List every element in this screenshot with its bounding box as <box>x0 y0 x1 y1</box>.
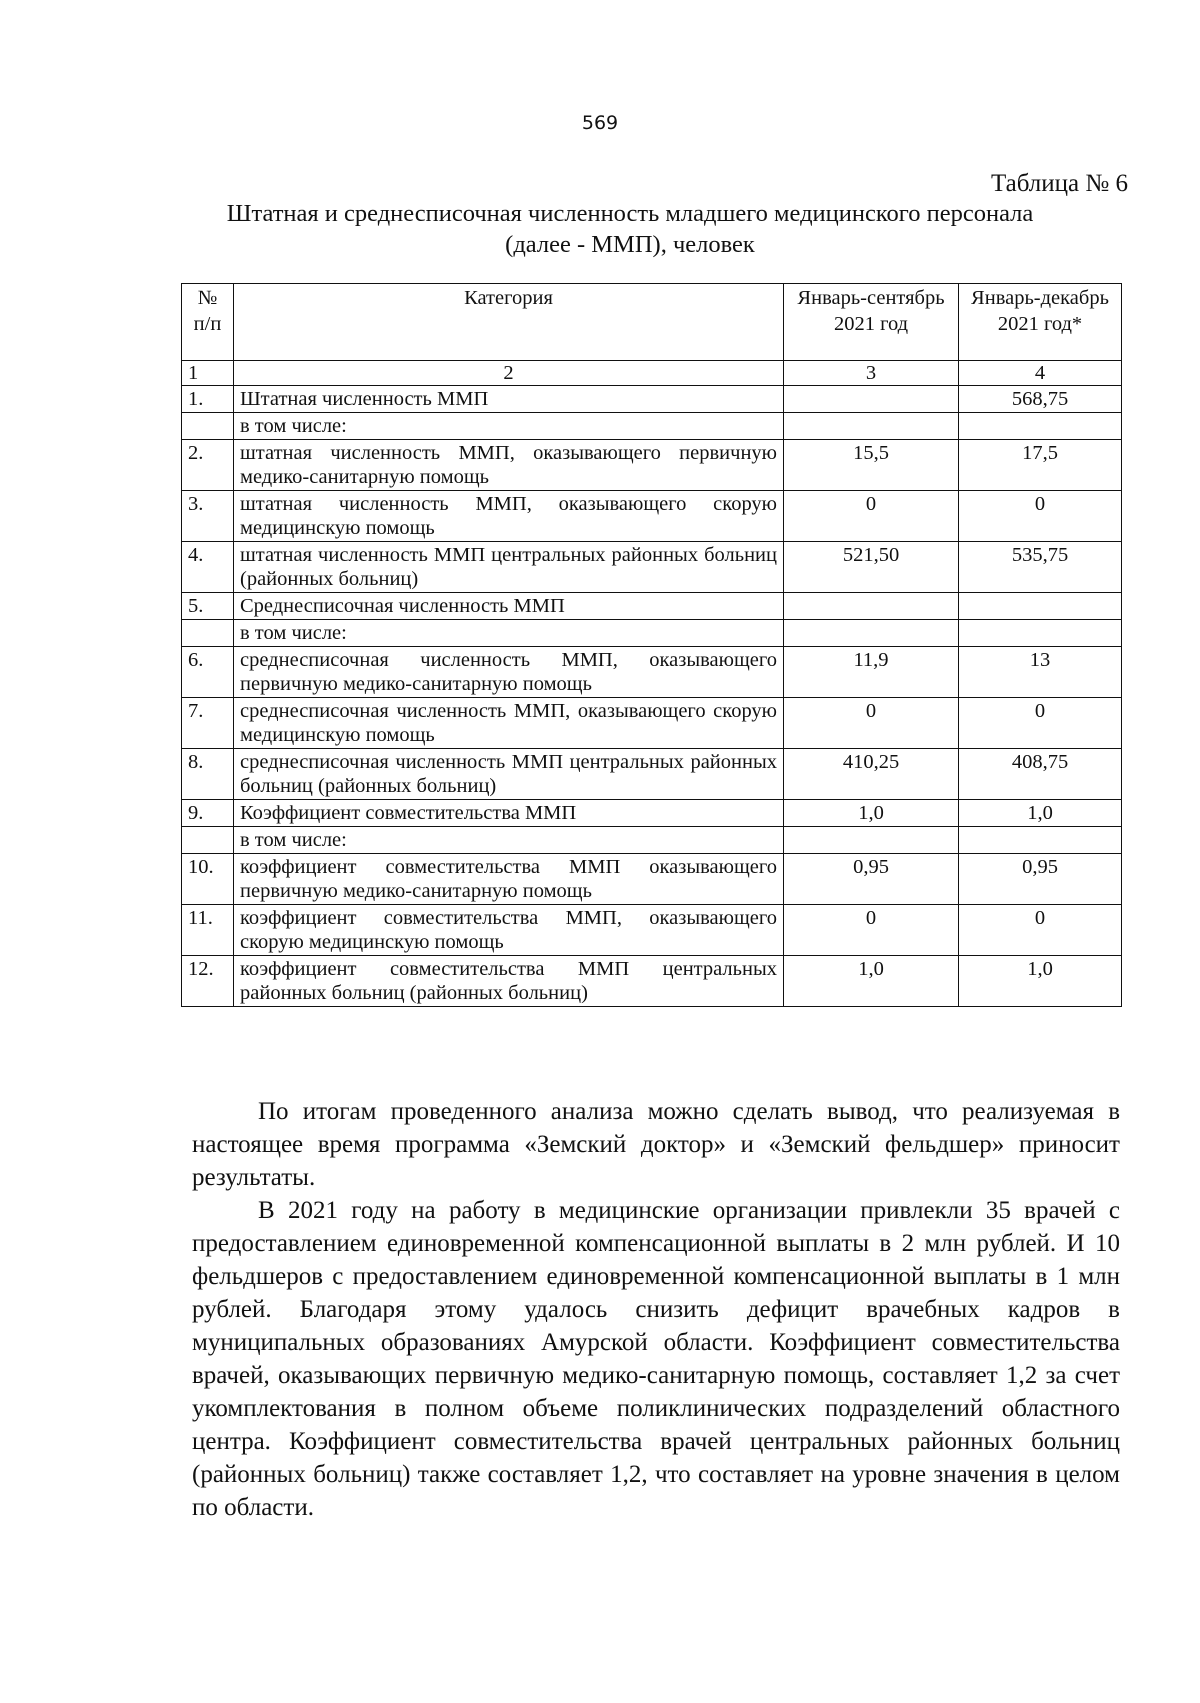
row-value-a: 521,50 <box>784 542 959 593</box>
row-category: Штатная численность ММП <box>234 386 784 413</box>
row-value-a: 1,0 <box>784 800 959 827</box>
index-cell: 4 <box>959 361 1122 386</box>
row-value-b: 17,5 <box>959 440 1122 491</box>
header-col-a: Январь-сентябрь 2021 год <box>784 284 959 361</box>
row-num: 2. <box>182 440 234 491</box>
row-value-b: 408,75 <box>959 749 1122 800</box>
row-num <box>182 827 234 854</box>
table-row <box>182 956 1122 1007</box>
row-value-a: 0,95 <box>784 854 959 905</box>
row-num: 6. <box>182 647 234 698</box>
table-row <box>182 542 1122 593</box>
paragraph: По итогам проведенного анализа можно сделать вывод, что реализуемая в настоящее время программа «Земский доктор» и «Земский фельдшер» приносит результаты. <box>192 1098 1120 1191</box>
header-col-b: Январь-декабрь 2021 год* <box>959 284 1122 361</box>
row-value-b: 0 <box>959 491 1122 542</box>
row-value-b <box>959 827 1122 854</box>
row-category: в том числе: <box>234 620 784 647</box>
table-label: Таблица № 6 <box>990 170 1128 197</box>
table-title <box>180 198 1080 260</box>
table-header-row <box>182 284 1122 361</box>
row-value-b <box>959 620 1122 647</box>
table-row <box>182 593 1122 620</box>
row-num <box>182 413 234 440</box>
table-row <box>182 854 1122 905</box>
row-value-a: 1,0 <box>784 956 959 1007</box>
row-value-a <box>784 827 959 854</box>
table-index-row <box>182 361 1122 386</box>
row-value-a: 0 <box>784 905 959 956</box>
row-value-a: 11,9 <box>784 647 959 698</box>
table-row <box>182 698 1122 749</box>
table-row <box>182 827 1122 854</box>
row-category: Среднесписочная численность ММП <box>234 593 784 620</box>
row-value-a <box>784 593 959 620</box>
table-row <box>182 413 1122 440</box>
table-row <box>182 749 1122 800</box>
row-category: среднесписочная численность ММП, оказывающего первичную медико-санитарную помощь <box>234 647 784 698</box>
row-value-b <box>959 593 1122 620</box>
row-num: 12. <box>182 956 234 1007</box>
page-number: 569 <box>581 112 619 134</box>
row-category: в том числе: <box>234 827 784 854</box>
row-value-b: 1,0 <box>959 800 1122 827</box>
header-num: № п/п <box>182 284 234 361</box>
row-num: 4. <box>182 542 234 593</box>
row-value-a <box>784 386 959 413</box>
table-row <box>182 620 1122 647</box>
index-cell: 3 <box>784 361 959 386</box>
row-category: штатная численность ММП, оказывающего скорую медицинскую помощь <box>234 491 784 542</box>
row-value-a: 410,25 <box>784 749 959 800</box>
row-value-a <box>784 413 959 440</box>
row-value-b: 535,75 <box>959 542 1122 593</box>
table-row <box>182 647 1122 698</box>
row-value-b: 1,0 <box>959 956 1122 1007</box>
row-category: Коэффициент совместительства ММП <box>234 800 784 827</box>
row-value-b <box>959 413 1122 440</box>
row-category: коэффициент совместительства ММП оказывающего первичную медико-санитарную помощь <box>234 854 784 905</box>
row-category: коэффициент совместительства ММП, оказывающего скорую медицинскую помощь <box>234 905 784 956</box>
table-row <box>182 440 1122 491</box>
row-num: 10. <box>182 854 234 905</box>
row-value-b: 568,75 <box>959 386 1122 413</box>
row-num: 5. <box>182 593 234 620</box>
body-text <box>192 1095 1120 1524</box>
row-category: среднесписочная численность ММП центральных районных больниц (районных больниц) <box>234 749 784 800</box>
staff-table <box>181 283 1122 1007</box>
row-category: штатная численность ММП центральных районных больниц (районных больниц) <box>234 542 784 593</box>
row-value-b: 0 <box>959 698 1122 749</box>
row-category: в том числе: <box>234 413 784 440</box>
row-num: 7. <box>182 698 234 749</box>
row-value-a <box>784 620 959 647</box>
row-num: 1. <box>182 386 234 413</box>
row-category: коэффициент совместительства ММП центральных районных больниц (районных больниц) <box>234 956 784 1007</box>
table-row <box>182 905 1122 956</box>
row-num: 9. <box>182 800 234 827</box>
row-value-a: 15,5 <box>784 440 959 491</box>
table-title-line-2: (далее - ММП), человек <box>505 231 755 258</box>
table-row <box>182 386 1122 413</box>
index-cell: 2 <box>234 361 784 386</box>
row-category: среднесписочная численность ММП, оказывающего скорую медицинскую помощь <box>234 698 784 749</box>
row-value-a: 0 <box>784 698 959 749</box>
row-value-b: 0,95 <box>959 854 1122 905</box>
table-row <box>182 800 1122 827</box>
row-num: 8. <box>182 749 234 800</box>
row-value-b: 13 <box>959 647 1122 698</box>
row-category: штатная численность ММП, оказывающего первичную медико-санитарную помощь <box>234 440 784 491</box>
row-num: 3. <box>182 491 234 542</box>
row-value-a: 0 <box>784 491 959 542</box>
row-value-b: 0 <box>959 905 1122 956</box>
row-num <box>182 620 234 647</box>
index-cell: 1 <box>182 361 234 386</box>
row-num: 11. <box>182 905 234 956</box>
table-row <box>182 491 1122 542</box>
table-title-line-1: Штатная и среднесписочная численность младшего медицинского персонала <box>226 200 1034 227</box>
header-category: Категория <box>234 284 784 361</box>
paragraph: В 2021 году на работу в медицинские организации привлекли 35 врачей с предоставлением единовременной компенсационной выплаты в 2 млн рублей. И 10 фельдшеров с предоставлением единовременной компенсационной выплаты в 1 млн рублей. Благодаря этому удалось снизить дефицит врачебных кадров в муниципальных образованиях Амурской области. Коэффициент совместительства врачей, оказывающих первичную медико-санитарную помощь, составляет 1,2 за счет укомплектования в полном объеме поликлинических подразделений областного центра. Коэффициент совместительства врачей центральных районных больниц (районных больниц) также составляет 1,2, что составляет на уровне значения в целом по области. <box>192 1197 1120 1521</box>
